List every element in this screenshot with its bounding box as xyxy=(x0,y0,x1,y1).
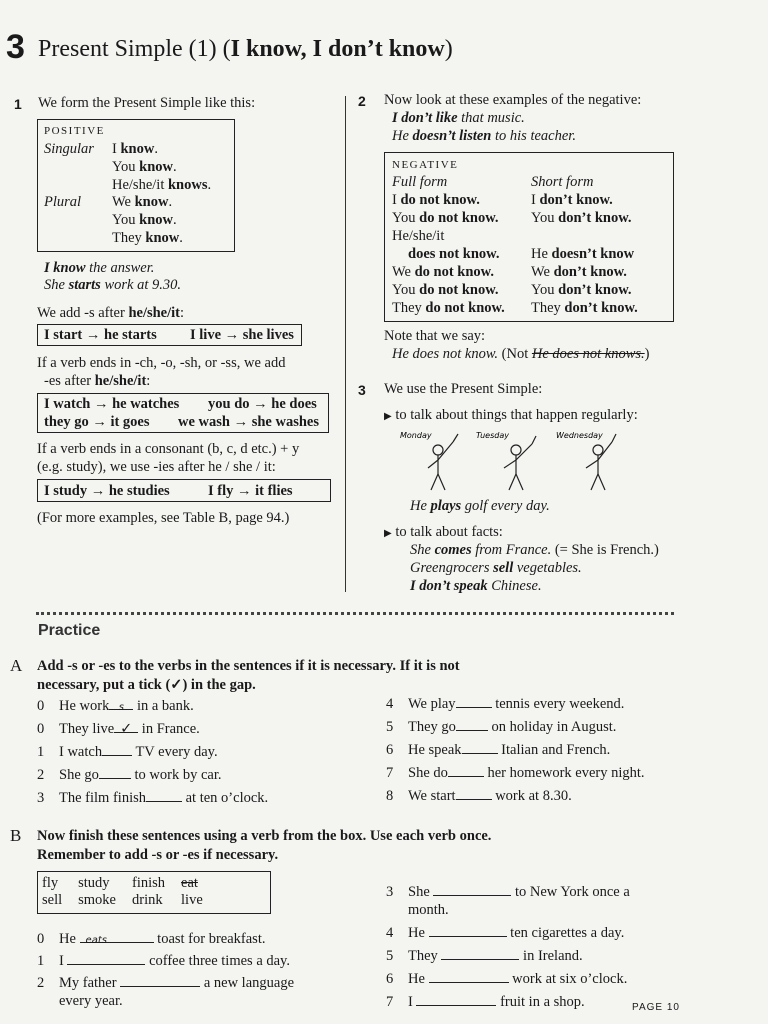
day-label-monday: Monday xyxy=(400,431,432,440)
verb-word: finish xyxy=(132,875,166,891)
rule-ies-1: If a verb ends in a consonant (b, c, d etc.) + y xyxy=(37,441,300,457)
verb-word: live xyxy=(181,892,203,908)
page-number: PAGE 10 xyxy=(632,1002,680,1013)
singular-forms xyxy=(112,140,211,194)
answer-blank[interactable]: eats xyxy=(80,930,154,943)
golf-caption: He plays golf every day. xyxy=(410,498,550,514)
answer-blank[interactable] xyxy=(429,924,507,937)
answer-blank[interactable] xyxy=(102,743,132,756)
see-more-note: (For more examples, see Table B, page 94.) xyxy=(37,510,290,526)
bullet-facts: ▶ to talk about facts: xyxy=(384,524,503,540)
exercise-b-instruction-2: Remember to add -s or -es if necessary. xyxy=(37,847,279,863)
answer-blank[interactable] xyxy=(462,741,498,754)
neg-example-1: I don’t like that music. xyxy=(392,110,525,126)
answer-blank[interactable] xyxy=(146,789,182,802)
form-row: He/she/it knows. xyxy=(112,177,212,193)
short-form-label: Short form xyxy=(531,174,594,190)
dotted-divider xyxy=(36,612,674,615)
exercise-a-instruction-2: necessary, put a tick (✓) in the gap. xyxy=(37,677,256,693)
fact-3: I don’t speak Chinese. xyxy=(410,578,542,594)
negative-row: I do not know. I don’t know. xyxy=(392,192,613,208)
exercise-item: 1 I coffee three times a day. xyxy=(37,953,290,969)
exercise-item: 4 We play tennis every weekend. xyxy=(386,696,625,712)
exercise-item: 6 He speak Italian and French. xyxy=(386,742,611,758)
answer-blank[interactable] xyxy=(456,787,492,800)
section-3-intro: We use the Present Simple: xyxy=(384,381,543,397)
answer-blank[interactable] xyxy=(67,952,145,965)
rule-add-es-2: -es after he/she/it: xyxy=(44,373,151,389)
note-that: Note that we say: xyxy=(384,328,486,344)
verb-word-used: eat xyxy=(181,875,198,891)
exercise-item: 8 We start work at 8.30. xyxy=(386,788,572,804)
example-i-know: I know the answer. xyxy=(44,260,155,276)
exercise-a-instruction-1: Add -s or -es to the verbs in the sentences if it is necessary. If it is not xyxy=(37,658,460,674)
answer-blank[interactable] xyxy=(456,718,488,731)
exercise-item: 4 He ten cigarettes a day. xyxy=(386,925,625,941)
exercise-b-right xyxy=(386,883,630,1016)
rule-ies-2: (e.g. study), we use -ies after he / she / it: xyxy=(37,459,276,475)
page-title: Present Simple (1) (I know, I don’t know) xyxy=(38,36,453,62)
example-she-starts: She starts work at 9.30. xyxy=(44,277,181,293)
section-1-number: 1 xyxy=(14,96,22,112)
exercise-item-continued: every year. xyxy=(59,993,123,1009)
answer-blank[interactable]: ✓ xyxy=(114,720,138,733)
neg-example-2: He doesn’t listen to his teacher. xyxy=(392,128,576,144)
verb-word: drink xyxy=(132,892,163,908)
verb-word: sell xyxy=(42,892,63,908)
answer-blank[interactable] xyxy=(429,970,509,983)
bullet-arrow-icon: ▶ xyxy=(384,411,392,422)
negative-row: They do not know. They don’t know. xyxy=(392,300,638,316)
exercise-b-left xyxy=(37,930,294,1010)
full-form-label: Full form xyxy=(392,174,448,190)
section-3-number: 3 xyxy=(358,382,366,398)
singular-label: Singular xyxy=(44,141,94,157)
exercise-item: 3 The film finish at ten o’clock. xyxy=(37,790,269,806)
form-row: I know. xyxy=(112,141,158,157)
section-1-intro: We form the Present Simple like this: xyxy=(38,95,256,111)
positive-table xyxy=(37,119,235,252)
form-row: We know. xyxy=(112,194,173,210)
note-example: He does not know. (Not He does not knows.) xyxy=(392,346,650,362)
exercise-item: 3 She to New York once a xyxy=(386,884,630,900)
exercise-b-letter: B xyxy=(10,826,22,845)
exercise-item: 7 She do her homework every night. xyxy=(386,765,645,781)
verb-word: smoke xyxy=(78,892,116,908)
exercise-item-continued: month. xyxy=(408,902,449,918)
golfer-figure-3 xyxy=(586,434,616,490)
negative-heading: NEGATIVE xyxy=(392,159,459,171)
exercise-item: 7 I fruit in a shop. xyxy=(386,994,585,1010)
negative-table xyxy=(384,152,674,322)
column-divider xyxy=(345,96,346,592)
answer-blank[interactable] xyxy=(120,974,200,987)
negative-row: You do not know. You don’t know. xyxy=(392,210,632,226)
fact-1: She comes from France. (= She is French.) xyxy=(410,542,659,558)
answer-blank[interactable] xyxy=(456,695,492,708)
example-box-s: I start → he starts I live → she lives xyxy=(37,324,302,346)
positive-heading: POSITIVE xyxy=(44,125,105,137)
negative-row: You do not know. You don’t know. xyxy=(392,282,632,298)
golfer-figure-1 xyxy=(428,434,458,490)
exercise-a-left xyxy=(37,697,268,812)
section-2-number: 2 xyxy=(358,93,366,109)
form-row: You know. xyxy=(112,212,177,228)
answer-blank[interactable] xyxy=(433,883,511,896)
rule-add-s: We add -s after he/she/it: xyxy=(37,305,185,321)
negative-rows xyxy=(392,191,672,317)
answer-blank[interactable] xyxy=(99,766,131,779)
negative-row: He/she/it xyxy=(392,228,445,244)
rule-add-es-1: If a verb ends in -ch, -o, -sh, or -ss, we add xyxy=(37,355,286,371)
verb-box xyxy=(37,871,271,914)
practice-heading: Practice xyxy=(38,622,101,639)
verb-word: study xyxy=(78,875,110,891)
day-label-wednesday: Wednesday xyxy=(556,431,603,440)
exercise-item: 6 He work at six o’clock. xyxy=(386,971,628,987)
verb-word: fly xyxy=(42,875,59,891)
form-row: You know. xyxy=(112,159,177,175)
answer-blank[interactable] xyxy=(448,764,484,777)
exercise-b-instruction-1: Now finish these sentences using a verb from the box. Use each verb once. xyxy=(37,828,492,844)
negative-row: We do not know. We don’t know. xyxy=(392,264,627,280)
day-label-tuesday: Tuesday xyxy=(476,431,509,440)
answer-blank[interactable] xyxy=(441,947,519,960)
exercise-item: 0 They live ✓ in France. xyxy=(37,721,200,737)
unit-number: 3 xyxy=(6,28,25,66)
example-box-es: I watch → he watches you do → he does they go → it goes we wash → she washes xyxy=(37,393,329,433)
exercise-item: 0 He eats toast for breakfast. xyxy=(37,931,266,947)
golf-illustration xyxy=(398,428,638,496)
example-box-ies: I study → he studies I fly → it flies xyxy=(37,479,331,502)
bullet-regular: ▶ to talk about things that happen regularly: xyxy=(384,407,638,423)
exercise-item: 0 He work s in a bank. xyxy=(37,698,194,714)
exercise-item: 2 My father a new language xyxy=(37,975,295,991)
exercise-a-right xyxy=(386,695,645,810)
form-row: They know. xyxy=(112,230,183,246)
plural-forms xyxy=(112,193,183,247)
exercise-item: 2 She go to work by car. xyxy=(37,767,222,783)
bullet-arrow-icon: ▶ xyxy=(384,528,392,539)
exercise-item: 5 They go on holiday in August. xyxy=(386,719,617,735)
golfer-figure-2 xyxy=(504,436,536,490)
exercise-a-letter: A xyxy=(10,656,23,675)
exercise-item: 1 I watch TV every day. xyxy=(37,744,218,760)
plural-label: Plural xyxy=(44,194,82,210)
answer-blank[interactable]: s xyxy=(109,697,133,710)
fact-2: Greengrocers sell vegetables. xyxy=(410,560,582,576)
answer-blank[interactable] xyxy=(416,993,496,1006)
exercise-item: 5 They in Ireland. xyxy=(386,948,583,964)
section-2-intro: Now look at these examples of the negative: xyxy=(384,92,642,108)
negative-row: does not know. He doesn’t know xyxy=(408,246,635,262)
